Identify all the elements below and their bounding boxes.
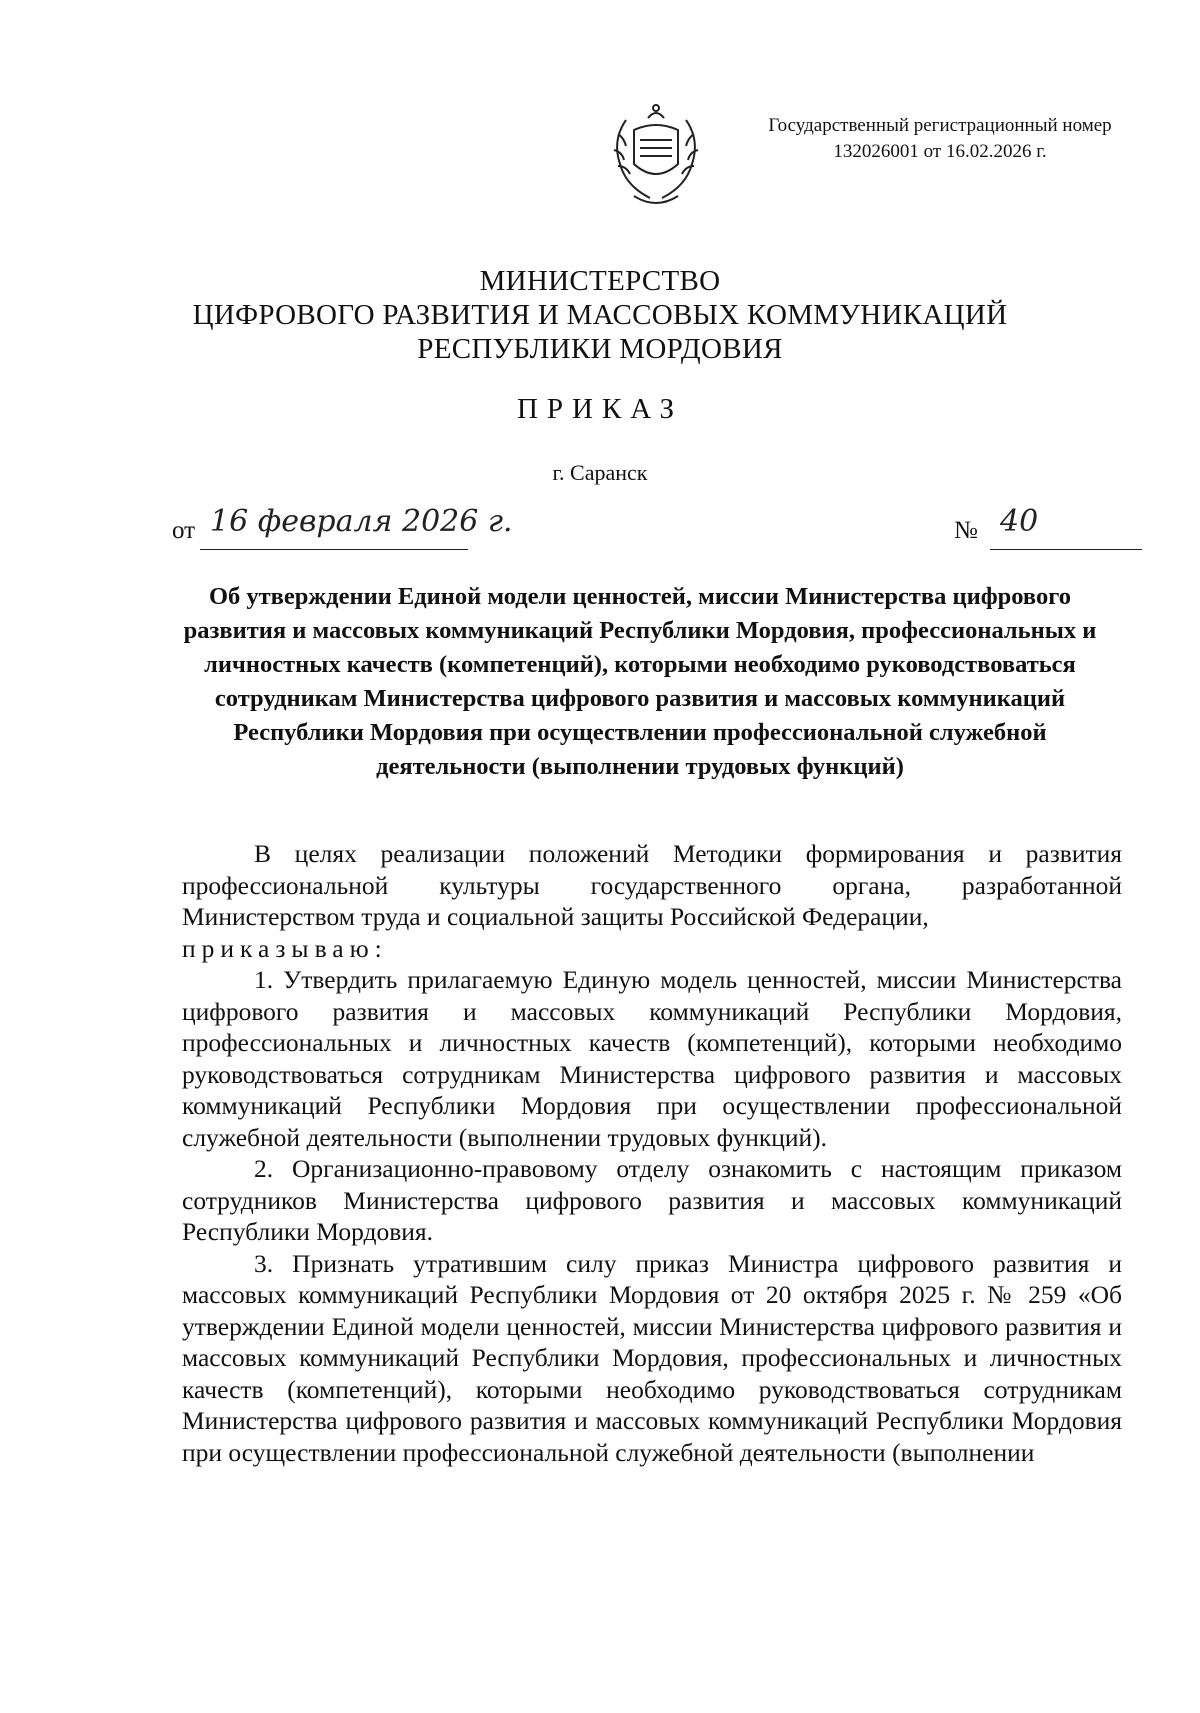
- handwritten-date: 16 февраля 2026 г.: [210, 504, 513, 539]
- ministry-name-line-2: ЦИФРОВОГО РАЗВИТИЯ И МАССОВЫХ КОММУНИКАЦИЙ: [192, 299, 1008, 331]
- handwritten-number: 40: [1000, 504, 1039, 539]
- document-type: ПРИКАЗ: [516, 393, 684, 425]
- preamble-paragraph: В целях реализации положений Методики формирования и развития профессиональной культуры государственного органа, разработанной Министерством труда и социальной защиты Российской Федерации,: [182, 839, 1122, 931]
- registration-line-1: Государственный регистрационный номер: [768, 115, 1112, 136]
- number-prefix: №: [954, 517, 978, 544]
- item-3-paragraph: 3. Признать утратившим силу приказ Министра цифрового развития и массовых коммуникаций Республики Мордовия от 20 октября 2025 г. № 259 «Об утверждении Единой модели ценностей, миссии Министерства цифрового развития и массовых коммуникаций Республики Мордовия, профессиональных и личностных качеств (компетенций), которыми необходимо руководствоваться сотрудникам Министерства цифрового развития и массовых коммуникаций Республики Мордовия при осуществлении профессиональной служебной деятельности (выполнении: [182, 1248, 1122, 1467]
- order-body: [182, 838, 1122, 1468]
- coat-of-arms-emblem: [604, 100, 708, 214]
- order-word: приказываю:: [182, 933, 388, 963]
- item-1-paragraph: 1. Утвердить прилагаемую Единую модель ценностей, миссии Министерства цифрового развития и массовых коммуникаций Республики Мордовия, профессиональных и личностных качеств (компетенций), которыми необходимо руководствоваться сотрудникам Министерства цифрового развития и массовых коммуникаций Республики Мордовия при осуществлении профессиональной служебной деятельности (выполнении трудовых функций).: [182, 965, 1122, 1152]
- number-underline: [990, 549, 1142, 550]
- city: г. Саранск: [552, 460, 648, 485]
- item-2-paragraph: 2. Организационно-правовому отделу ознакомить с настоящим приказом сотрудников Министерства цифрового развития и массовых коммуникаций Республики Мордовия.: [182, 1154, 1122, 1246]
- registration-number: [740, 113, 1140, 165]
- date-underline: [200, 549, 468, 550]
- registration-line-2: 132026001 от 16.02.2026 г.: [833, 141, 1047, 162]
- ministry-name-line-1: МИНИСТЕРСТВО: [479, 265, 721, 297]
- date-prefix: от: [172, 517, 196, 544]
- ministry-name-line-3: РЕСПУБЛИКИ МОРДОВИЯ: [417, 333, 783, 365]
- order-title: Об утверждении Единой модели ценностей, миссии Министерства цифрового развития и массовых коммуникаций Республики Мордовия, профессиональных и личностных качеств (компетенций), которыми необходимо руководствоваться сотрудникам Министерства цифрового развития и массовых коммуникаций Республики Мордовия при осуществлении профессиональной служебной деятельности (выполнении трудовых функций): [183, 583, 1097, 780]
